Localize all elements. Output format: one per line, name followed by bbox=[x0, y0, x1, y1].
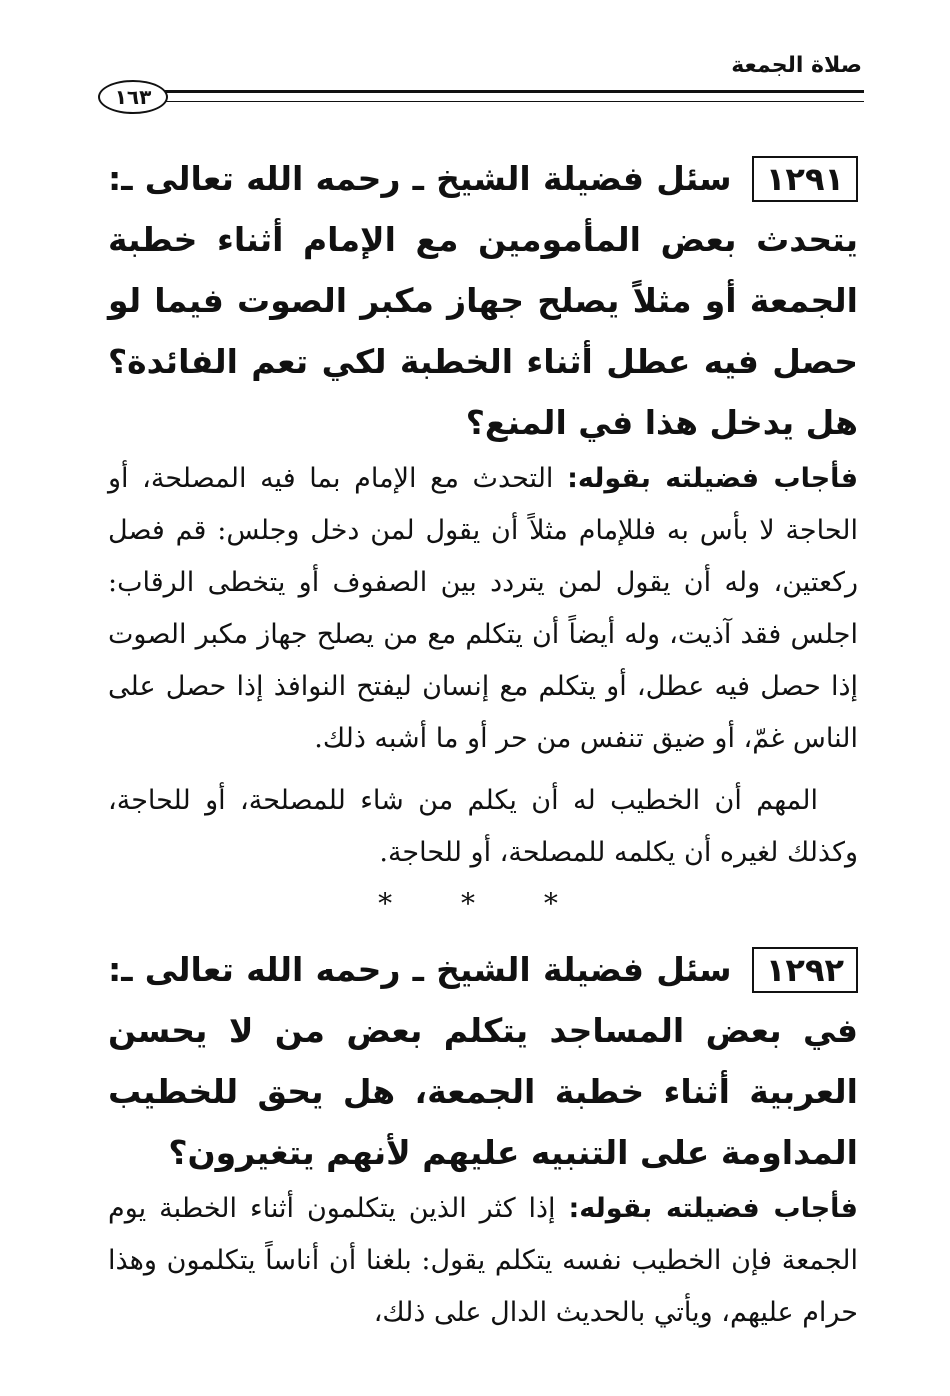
question-text: سئل فضيلة الشيخ ـ رحمه الله تعالى ـ: في بعض المساجد يتكلم بعض من لا يحسن العربية أثناء خطبة الجمعة، هل يحق للخطيب المداومة على التنبيه عليهم لأنهم يتغيرون؟ bbox=[108, 950, 858, 1172]
answer-lead: فأجاب فضيلته بقوله: bbox=[568, 1193, 858, 1224]
question-text: سئل فضيلة الشيخ ـ رحمه الله تعالى ـ: يتحدث بعض المأمومين مع الإمام أثناء خطبة الجمعة أو مثلاً يصلح جهاز مكبر الصوت فيما لو حصل فيه عطل أثناء الخطبة لكي تعم الفائدة؟ هل يدخل هذا في المنع؟ bbox=[108, 159, 858, 442]
answer-1291 bbox=[108, 453, 858, 765]
answer-lead: فأجاب فضيلته بقوله: bbox=[567, 463, 858, 494]
question-number-box: ١٢٩١ bbox=[752, 156, 858, 202]
answer-conclusion: المهم أن الخطيب له أن يكلم من شاء للمصلحة، أو للحاجة، وكذلك لغيره أن يكلمه للمصلحة، أو للحاجة. bbox=[108, 785, 858, 868]
question-1292 bbox=[108, 939, 858, 1183]
answer-text: إذا كثر الذين يتكلمون أثناء الخطبة يوم الجمعة فإن الخطيب نفسه يتكلم يقول: بلغنا أن أناساً يتكلمون وهذا حرام عليهم، ويأتي بالحديث الدال على ذلك، bbox=[108, 1193, 858, 1328]
answer-text: التحدث مع الإمام بما فيه المصلحة، أو الحاجة لا بأس به فللإمام مثلاً أن يقول لمن دخل وجلس: قم فصل ركعتين، وله أن يقول لمن يتردد بين الصفوف أو يتخطى الرقاب: اجلس فقد آذيت، وله أيضاً أن يتكلم مع من يصلح جهاز مكبر الصوت إذا حصل فيه عطل، أو يتكلم مع إنسان ليفتح النوافذ إذا حصل على الناس غمّ، أو ضيق تنفس من حر أو ما أشبه ذلك. bbox=[108, 463, 858, 754]
header-rule bbox=[160, 90, 864, 102]
question-1291 bbox=[108, 148, 858, 453]
question-number-box: ١٢٩٢ bbox=[752, 947, 858, 993]
running-title: صلاة الجمعة bbox=[731, 53, 862, 78]
answer-1292 bbox=[108, 1183, 858, 1339]
page-content bbox=[108, 148, 858, 1339]
section-separator: * * * bbox=[378, 887, 588, 920]
page-number: ١٦٣ bbox=[98, 80, 168, 114]
